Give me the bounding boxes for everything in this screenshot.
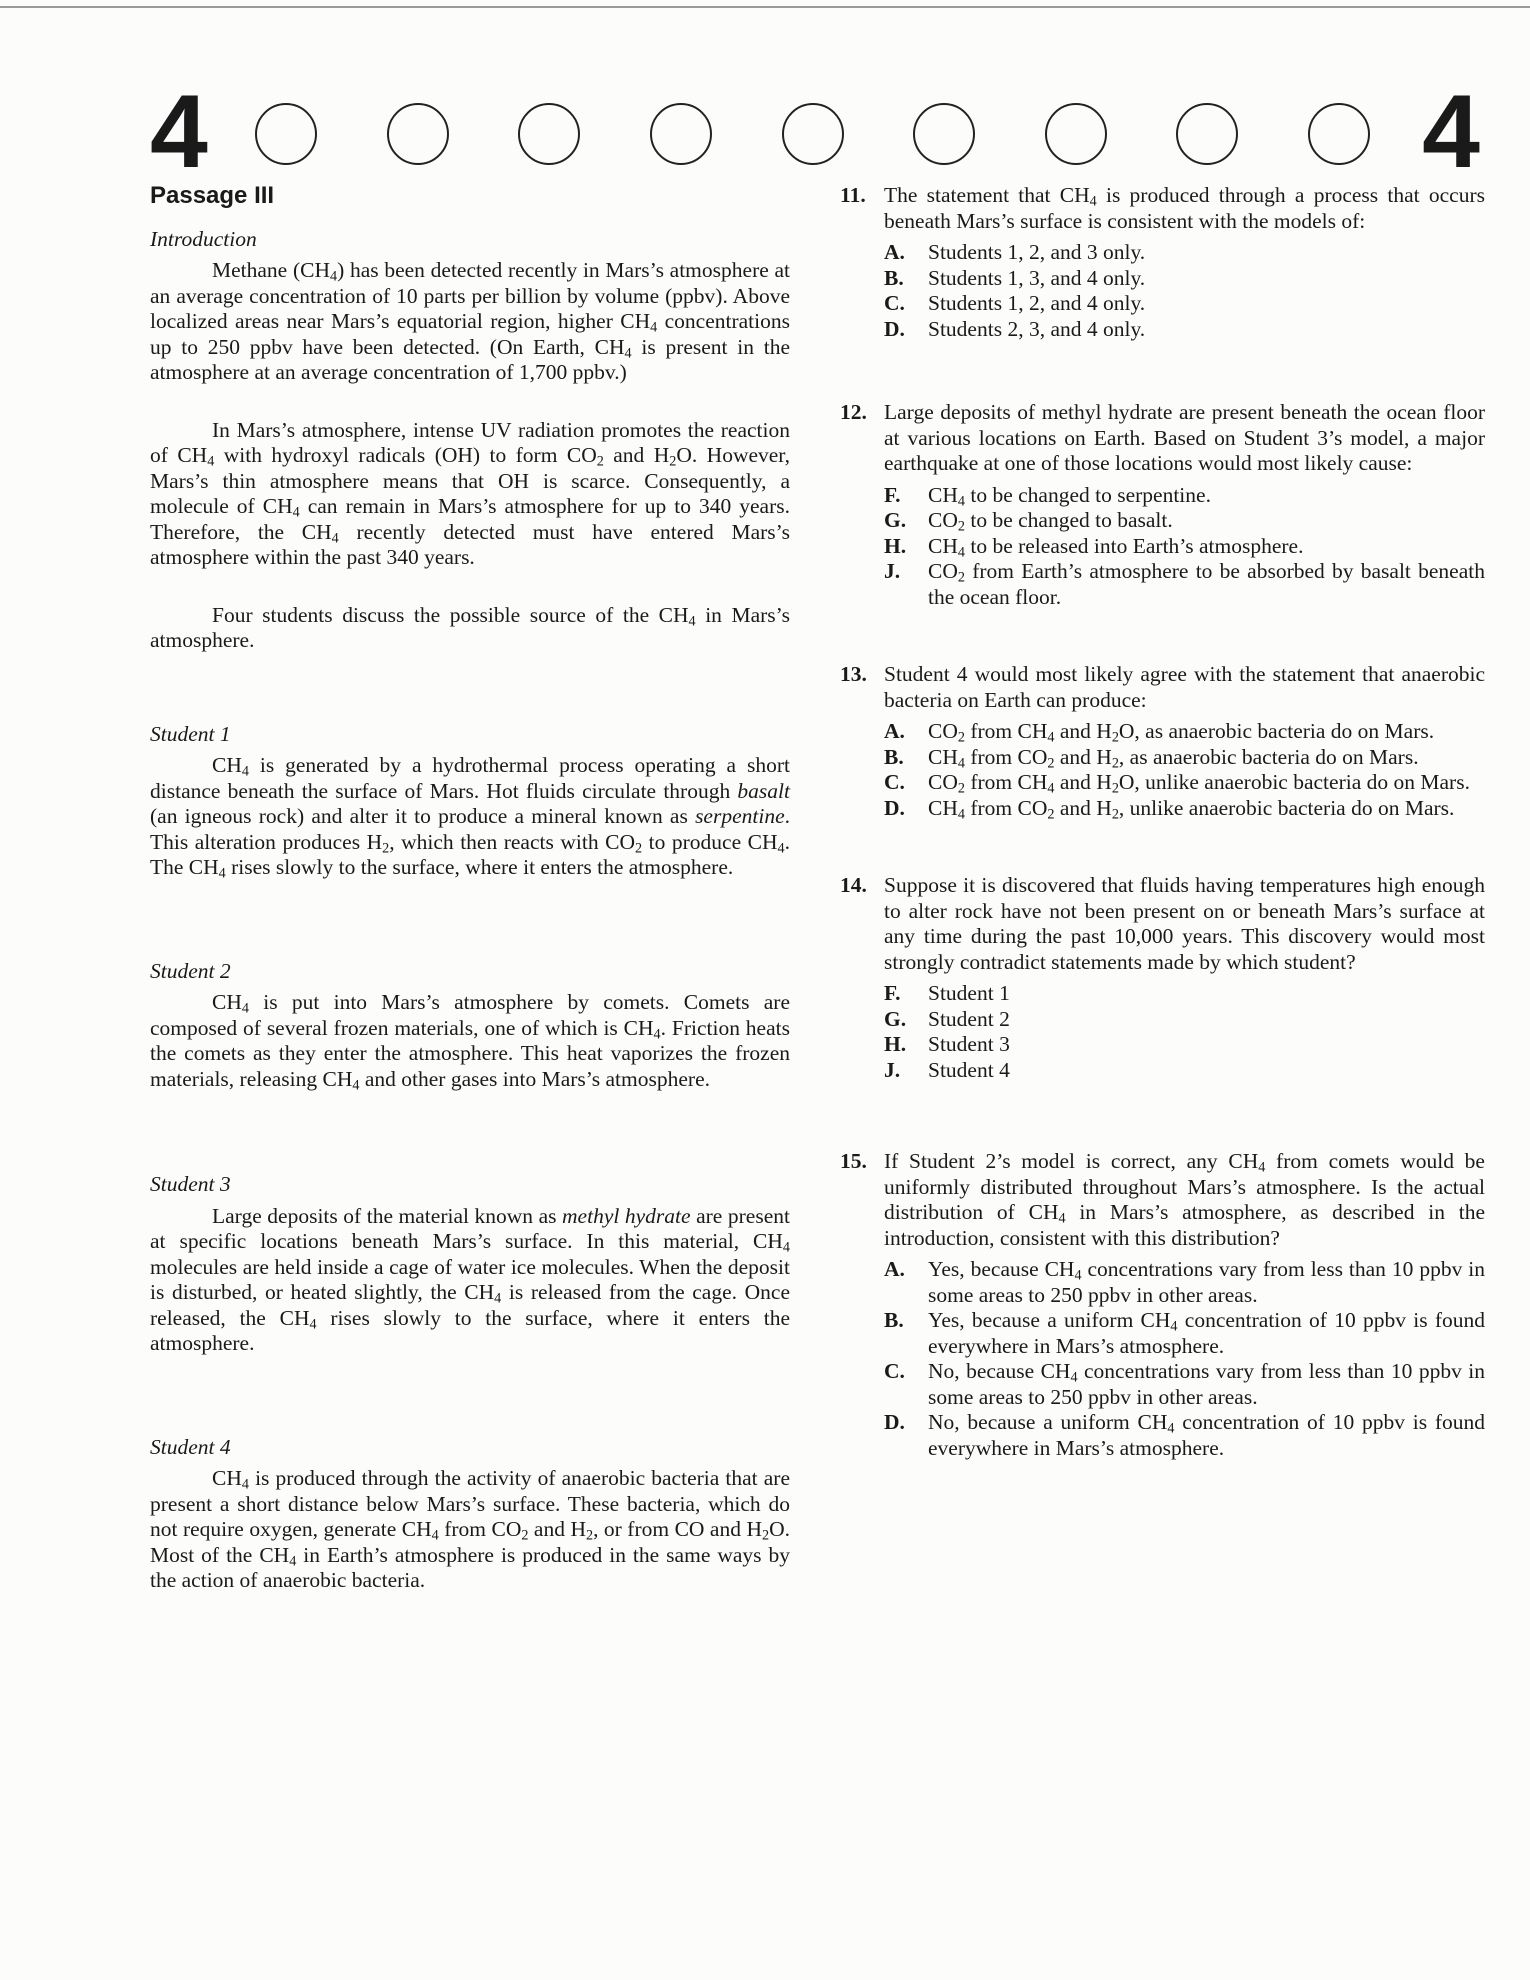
question-11 — [840, 183, 1485, 342]
option-letter: A. — [884, 719, 905, 743]
option-text: Student 4 — [928, 1057, 1010, 1082]
option-text: Students 2, 3, and 4 only. — [928, 316, 1146, 341]
answer-option[interactable] — [884, 981, 1485, 1007]
option-letter: B. — [884, 744, 904, 769]
option-letter: F. — [884, 981, 901, 1005]
option-letter: A. — [884, 1257, 905, 1281]
option-text: Yes, because a uniform $CH_4$ concentration of 10 ppbv is found everywhere in Mars’s atmosphere. — [928, 1308, 1485, 1358]
student-3-heading: Student 3 — [150, 1172, 231, 1196]
option-letter: C. — [884, 291, 905, 315]
option-letter: G. — [884, 1006, 907, 1031]
intro-paragraph-3: Four students discuss the possible source of the $CH_4$ in Mars’s atmosphere. — [150, 602, 790, 652]
option-letter: H. — [884, 533, 907, 558]
answer-option[interactable] — [884, 1359, 1485, 1410]
passage-column — [150, 183, 790, 1594]
intro-paragraph-1: Methane $(CH_4)$ has been detected recently in Mars’s atmosphere at an average concentration of 10 parts per billion by volume (ppbv). Above localized areas near Mars’s equatorial region, higher $CH_4$ concentrations up to 250 ppbv have been detected. (On Earth, $CH_4$ is present in the atmosphere at an average concentration of 1,700 ppbv.) — [150, 258, 791, 384]
question-12 — [840, 400, 1485, 610]
option-text: No, because a uniform $CH_4$ concentration of 10 ppbv is found everywhere in Mars’s atmosphere. — [928, 1410, 1485, 1460]
student-4-block — [150, 1435, 790, 1594]
option-letter: B. — [884, 265, 904, 290]
question-number: 11. — [840, 183, 866, 207]
student-1-heading: Student 1 — [150, 721, 231, 746]
header-circle — [255, 103, 317, 165]
student-3-text: Large deposits of the material known as methyl hydrate are present at specific locations beneath Mars’s surface. In this material, $CH_4$ molecules are held inside a cage of water ice molecules. When the deposit is disturbed, or heated slightly, the $CH_4$ is released from the cage. Once released, the $CH_4$ rises slowly to the surface, where it enters the atmosphere. — [150, 1203, 790, 1355]
student-3-block — [150, 1172, 790, 1357]
header-circle — [782, 103, 844, 165]
answer-option[interactable] — [884, 508, 1485, 534]
answer-option[interactable] — [884, 1257, 1485, 1308]
question-number: 14. — [840, 873, 867, 897]
option-letter: B. — [884, 1308, 904, 1332]
answer-option[interactable] — [884, 1032, 1485, 1058]
passage-title: Passage III — [150, 182, 275, 209]
option-letter: G. — [884, 508, 907, 532]
question-stem: Student 4 would most likely agree with the statement that anaerobic bacteria on Earth can produce: — [884, 662, 1485, 712]
header-circle — [1176, 103, 1238, 165]
section-header — [150, 74, 1480, 190]
option-text: $CH_4$ from $CO_2$ and $H_2$, unlike anaerobic bacteria do on Mars. — [928, 795, 1455, 823]
question-stem: Large deposits of methyl hydrate are present beneath the ocean floor at various locations on Earth. Based on Student 3’s model, a major earthquake at one of those locations would most likely cause: — [884, 400, 1485, 475]
intro-paragraph-2: In Mars’s atmosphere, intense UV radiation promotes the reaction of $CH_4$ with hydroxyl radicals (OH) to form $CO_2$ and $H_2O$. However, Mars’s thin atmosphere means that OH is scarce. Consequently, a molecule of $CH_4$ can remain in Mars’s atmosphere for up to 340 years. Therefore, the $CH_4$ recently detected must have entered Mars’s atmosphere within the past 340 years. — [150, 417, 790, 569]
option-text: No, because $CH_4$ concentrations vary from less than 10 ppbv in some areas to 250 ppbv in other areas. — [928, 1359, 1486, 1409]
option-text: $CO_2$ from $CH_4$ and $H_2O$, as anaerobic bacteria do on Mars. — [928, 719, 1435, 746]
header-circle — [1308, 103, 1370, 165]
section-number-right: 4 — [1422, 74, 1480, 190]
option-letter: A. — [884, 240, 905, 264]
page-top-edge — [0, 6, 1530, 8]
questions-column — [840, 183, 1485, 1461]
option-text: $CH_4$ to be changed to serpentine. — [928, 482, 1211, 510]
question-number: 12. — [840, 400, 867, 424]
option-letter: D. — [884, 1410, 905, 1434]
question-stem: If Student 2’s model is correct, any $CH_4$ from comets would be uniformly distributed throughout Mars’s atmosphere. Is the actual distribution of $CH_4$ in Mars’s atmosphere, as described in the introduction, consistent with this distribution? — [884, 1149, 1485, 1250]
header-circles — [255, 100, 1370, 168]
section-number-left: 4 — [150, 74, 208, 190]
question-stem: The statement that $CH_4$ is produced through a process that occurs beneath Mars’s surface is consistent with the models of: — [884, 183, 1485, 233]
option-text: $CO_2$ from Earth’s atmosphere to be absorbed by basalt beneath the ocean floor. — [928, 559, 1485, 609]
option-letter: D. — [884, 795, 905, 820]
option-letter: D. — [884, 316, 905, 341]
answer-option[interactable] — [884, 745, 1485, 771]
option-text: Student 1 — [928, 981, 1010, 1005]
student-1-text: $CH_4$ is generated by a hydrothermal process operating a short distance beneath the surface of Mars. Hot fluids circulate through basalt (an igneous rock) and alter it to produce a mineral known as serpentine. This alteration produces $H_2$, which then reacts with $CO_2$ to produce $CH_4$. The $CH_4$ rises slowly to the surface, where it enters the atmosphere. — [150, 753, 790, 882]
question-stem: Suppose it is discovered that fluids having temperatures high enough to alter rock have not been present on or beneath Mars’s surface at any time during the past 10,000 years. This discovery would most strongly contradict statements made by which student? — [884, 873, 1485, 974]
option-letter: J. — [884, 1057, 901, 1082]
header-circle — [387, 103, 449, 165]
answer-option[interactable] — [884, 266, 1485, 292]
intro-heading: Introduction — [150, 226, 257, 251]
header-circle — [650, 103, 712, 165]
option-text: $CO_2$ to be changed to basalt. — [928, 508, 1173, 535]
question-14 — [840, 873, 1485, 1083]
answer-option[interactable] — [884, 291, 1485, 317]
question-number: 13. — [840, 662, 867, 686]
answer-option[interactable] — [884, 1007, 1485, 1033]
student-2-block — [150, 959, 790, 1093]
option-text: Students 1, 3, and 4 only. — [928, 265, 1146, 290]
option-text: Students 1, 2, and 3 only. — [928, 240, 1146, 264]
student-2-text: $CH_4$ is put into Mars’s atmosphere by comets. Comets are composed of several frozen materials, one of which is $CH_4$. Friction heats the comets as they enter the atmosphere. This heat vaporizes the frozen materials, releasing $CH_4$ and other gases into Mars’s atmosphere. — [150, 990, 790, 1094]
student-1-block — [150, 722, 790, 881]
answer-option[interactable] — [884, 483, 1485, 509]
student-2-heading: Student 2 — [150, 958, 231, 983]
question-13 — [840, 662, 1485, 821]
header-circle — [913, 103, 975, 165]
question-15 — [840, 1149, 1485, 1461]
option-text: $CH_4$ to be released into Earth’s atmosphere. — [928, 533, 1304, 561]
student-4-heading: Student 4 — [150, 1434, 231, 1459]
answer-option[interactable] — [884, 317, 1485, 343]
answer-option[interactable] — [884, 534, 1485, 560]
option-letter: J. — [884, 559, 901, 583]
option-text: Student 3 — [928, 1032, 1010, 1056]
answer-option[interactable] — [884, 1308, 1485, 1359]
answer-option[interactable] — [884, 240, 1485, 266]
option-text: $CH_4$ from $CO_2$ and $H_2$, as anaerobic bacteria do on Mars. — [928, 744, 1419, 772]
header-circle — [518, 103, 580, 165]
option-text: Student 2 — [928, 1006, 1010, 1031]
option-text: Students 1, 2, and 4 only. — [928, 291, 1146, 315]
answer-option[interactable] — [884, 719, 1485, 745]
answer-option[interactable] — [884, 770, 1485, 796]
header-circle — [1045, 103, 1107, 165]
option-text: Yes, because $CH_4$ concentrations vary from less than 10 ppbv in some areas to 250 ppbv in other areas. — [928, 1257, 1485, 1307]
option-text: $CO_2$ from $CH_4$ and $H_2O$, unlike anaerobic bacteria do on Mars. — [928, 770, 1470, 797]
option-letter: C. — [884, 770, 905, 794]
answer-option[interactable] — [884, 796, 1485, 822]
question-number: 15. — [840, 1149, 867, 1173]
student-4-text: $CH_4$ is produced through the activity of anaerobic bacteria that are present a short distance below Mars’s surface. These bacteria, which do not require oxygen, generate $CH_4$ from $CO_2$ and $H_2$, or from CO and $H_2O$. Most of the $CH_4$ in Earth’s atmosphere is produced in the same ways by the action of anaerobic bacteria. — [150, 1466, 791, 1592]
answer-option[interactable] — [884, 1410, 1485, 1461]
option-letter: C. — [884, 1359, 905, 1383]
answer-option[interactable] — [884, 1058, 1485, 1084]
option-letter: F. — [884, 482, 901, 507]
option-letter: H. — [884, 1032, 907, 1056]
answer-option[interactable] — [884, 559, 1485, 610]
